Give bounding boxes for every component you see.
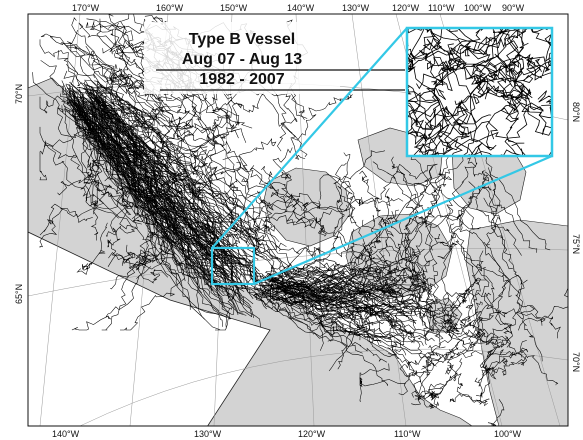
lon-label-110w: 110°W — [428, 3, 455, 13]
lat-label-70n: 70°N — [14, 83, 24, 104]
inset-detail — [400, 20, 560, 165]
title-line-vessel: Type B Vessel — [188, 31, 296, 48]
lon-label-90w: 90°W — [502, 3, 525, 13]
lon-label-150w: 150°W — [220, 3, 248, 13]
lon-label-bottom-120w: 120°W — [298, 429, 326, 439]
lat-label-80n: 80°N — [571, 102, 581, 123]
lat-label-70n-right: 70°N — [571, 352, 581, 373]
lon-label-bottom-100w: 100°W — [494, 429, 522, 439]
lat-label-75n: 75°N — [571, 234, 581, 255]
longitude-labels-top — [72, 3, 525, 13]
lon-label-bottom-140w: 140°W — [52, 429, 80, 439]
lon-label-bottom-130w: 130°W — [194, 429, 222, 439]
lon-label-160w: 160°W — [156, 3, 184, 13]
latitude-labels-left — [14, 84, 24, 304]
lon-label-120w: 120°W — [392, 3, 420, 13]
lon-label-140w: 140°W — [287, 3, 315, 13]
lon-label-130w: 130°W — [342, 3, 370, 13]
lon-label-100w: 100°W — [464, 3, 492, 13]
longitude-labels-bottom — [52, 429, 522, 439]
lon-label-bottom-110w: 110°W — [394, 429, 421, 439]
title-line-dates: Aug 07 - Aug 13 — [181, 51, 303, 68]
latitude-labels-right — [571, 102, 581, 372]
title-line-years: 1982 - 2007 — [199, 71, 285, 88]
lon-label-170w: 170°W — [72, 3, 100, 13]
lat-label-65n: 65°N — [14, 283, 24, 304]
